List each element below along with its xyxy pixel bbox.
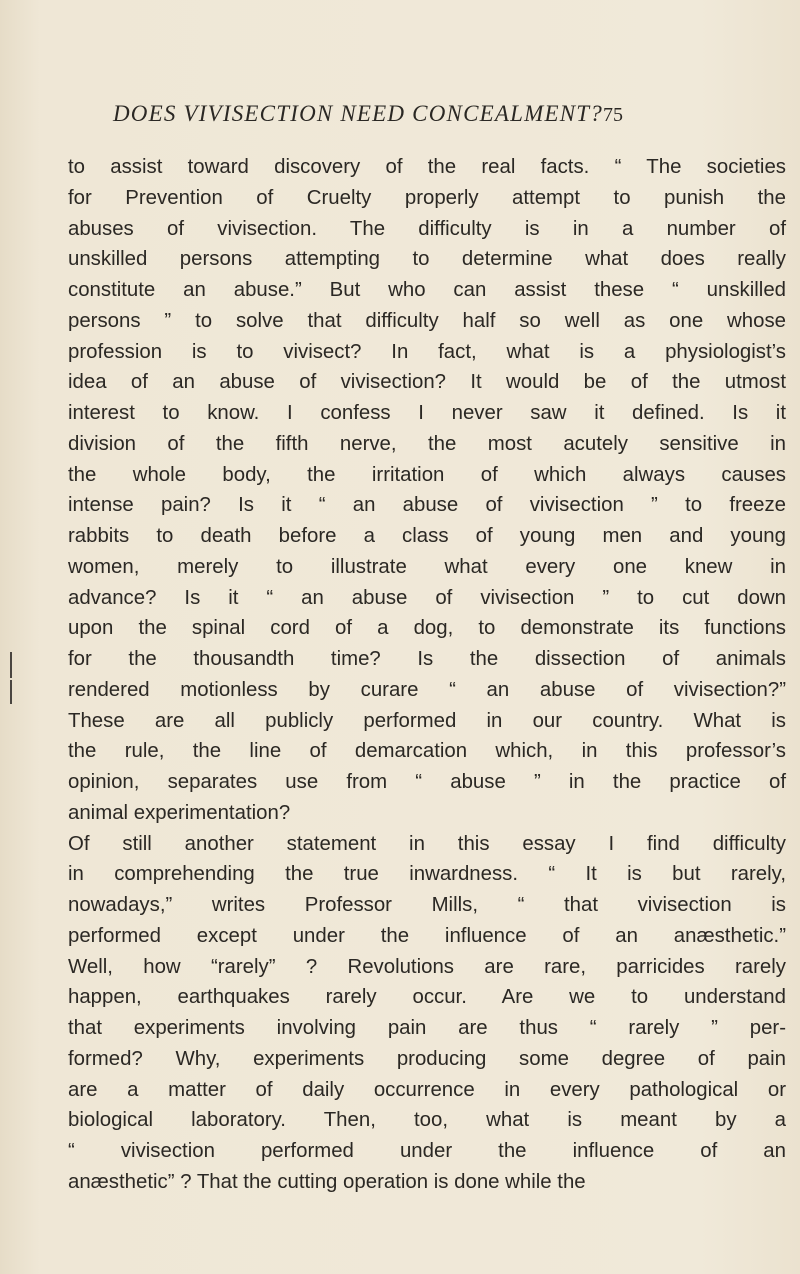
text-line: intense pain? Is it “ an abuse of vivisection ” to freeze — [68, 494, 786, 517]
text-line: animal experimentation? — [68, 801, 291, 824]
text-line: formed? Why, experiments producing some degree of pain — [68, 1047, 786, 1070]
text-line: unskilled persons attempting to determine what does really — [68, 248, 786, 271]
page-number: 75 — [602, 104, 623, 126]
text-line: rendered motionless by curare “ an abuse of vivisection?” — [68, 678, 786, 701]
running-header — [113, 101, 773, 127]
text-line: opinion, separates use from “ abuse ” in the practice of — [68, 771, 786, 793]
running-title: DOES VIVISECTION NEED CONCEALMENT? — [113, 101, 603, 126]
text-line: biological laboratory. Then, too, what is meant by a — [68, 1109, 786, 1132]
text-line: performed except under the influence of an anæsthetic.” — [68, 924, 786, 947]
text-line: anæsthetic” ? That the cutting operation is done while the — [68, 1170, 586, 1193]
text-line: rabbits to death before a class of young men and young — [68, 525, 786, 547]
text-line: Of still another statement in this essay I find difficulty — [68, 832, 786, 855]
text-line: profession is to vivisect? In fact, what is a physiologist’s — [68, 340, 786, 363]
text-line: nowadays,” writes Professor Mills, “ that vivisection is — [68, 894, 786, 916]
text-line: for Prevention of Cruelty properly attempt to punish the — [68, 186, 786, 209]
text-line: interest to know. I confess I never saw it defined. Is it — [68, 402, 786, 424]
text-line: abuses of vivisection. The difficulty is in a number of — [68, 217, 786, 240]
text-line: the whole body, the irritation of which always causes — [68, 463, 786, 486]
text-line: that experiments involving pain are thus “ rarely ” per- — [68, 1017, 786, 1039]
binding-mark-bottom — [10, 680, 12, 704]
text-line: idea of an abuse of vivisection? It would be of the utmost — [68, 371, 786, 394]
body-text — [68, 152, 786, 1198]
text-line: division of the fifth nerve, the most acutely sensitive in — [68, 432, 786, 455]
text-line: persons ” to solve that difficulty half so well as one whose — [68, 309, 786, 332]
text-line: happen, earthquakes rarely occur. Are we to understand — [68, 986, 786, 1009]
binding-mark-top — [10, 652, 12, 678]
text-line: Well, how “rarely” ? Revolutions are rare, parricides rarely — [68, 955, 786, 978]
text-line: the rule, the line of demarcation which, in this professor’s — [68, 740, 786, 763]
text-line: in comprehending the true inwardness. “ It is but rarely, — [68, 863, 786, 886]
text-line: These are all publicly performed in our country. What is — [68, 709, 786, 732]
text-line: for the thousandth time? Is the dissection of animals — [68, 648, 786, 670]
text-line: to assist toward discovery of the real facts. “ The societies — [68, 156, 786, 178]
text-line: constitute an abuse.” But who can assist these “ unskilled — [68, 279, 786, 301]
text-line: women, merely to illustrate what every one knew in — [68, 555, 786, 578]
text-line: advance? Is it “ an abuse of vivisection ” to cut down — [68, 586, 786, 609]
text-line: are a matter of daily occurrence in every pathological or — [68, 1078, 786, 1101]
text-line: upon the spinal cord of a dog, to demonstrate its functions — [68, 617, 786, 640]
text-line: “ vivisection performed under the influence of an — [68, 1140, 786, 1162]
